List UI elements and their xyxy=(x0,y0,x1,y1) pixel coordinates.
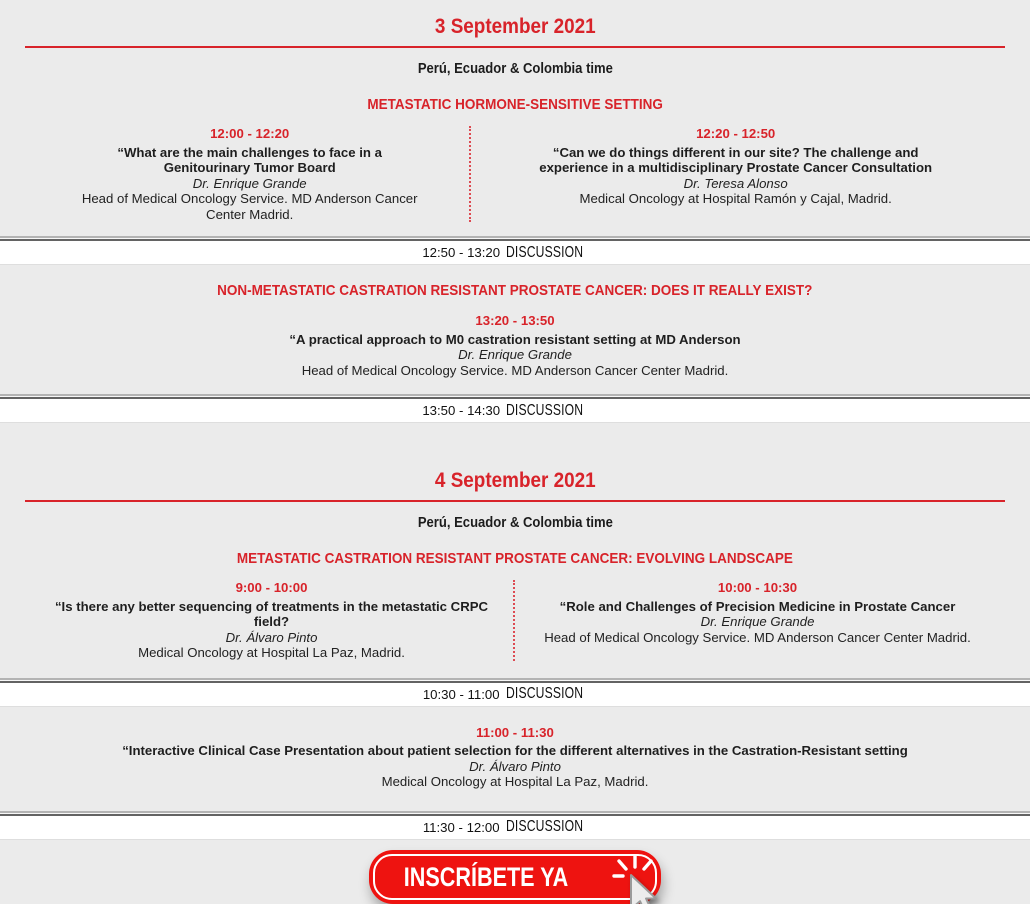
talk xyxy=(515,580,1000,661)
discussion-label: DISCUSSION xyxy=(506,401,584,419)
talk-title: “Interactive Clinical Case Presentation about patient selection for the different alternatives in the Castration-Resistant setting xyxy=(122,743,908,758)
date-underline xyxy=(25,500,1005,502)
talk-time: 9:00 - 10:00 xyxy=(235,580,308,595)
inscribete-button[interactable] xyxy=(369,850,661,904)
discussion-time: 10:30 - 11:00 xyxy=(422,686,500,702)
talk-time: 12:20 - 12:50 xyxy=(696,126,776,141)
discussion-label: DISCUSSION xyxy=(505,685,583,702)
talk-speaker: Dr. Álvaro Pinto xyxy=(225,629,318,645)
talk-affiliation: Medical Oncology at Hospital La Paz, Madrid. xyxy=(381,774,649,789)
timezone-note: Perú, Ecuador & Colombia time xyxy=(417,515,613,531)
talks-row xyxy=(0,126,1030,222)
day-1-panel xyxy=(0,15,1030,423)
discussion-text xyxy=(0,241,1030,265)
talk-speaker: Dr. Enrique Grande xyxy=(458,347,572,362)
talk-time: 12:00 - 12:20 xyxy=(210,126,290,141)
day-gap xyxy=(0,423,1030,469)
talk-time: 10:00 - 10:30 xyxy=(717,580,798,595)
discussion-time: 12:50 - 13:20 xyxy=(422,245,501,260)
day-2-date-text: 4 September 2021 xyxy=(434,469,596,492)
talk xyxy=(30,126,471,222)
click-cursor-icon xyxy=(605,853,677,904)
section-heading: METASTATIC CASTRATION RESISTANT PROSTATE CANCER: EVOLVING LANDSCAPE xyxy=(236,550,794,567)
talk-affiliation: Medical Oncology at Hospital La Paz, Madrid. xyxy=(138,645,405,660)
talk-affiliation: Head of Medical Oncology Service. MD Anderson Cancer Center Madrid. xyxy=(301,362,729,378)
talk-speaker: Dr. Enrique Grande xyxy=(192,175,307,191)
discussion-bar xyxy=(0,811,1030,840)
discussion-bar xyxy=(0,236,1030,265)
section-heading: NON-METASTATIC CASTRATION RESISTANT PROSTATE CANCER: DOES IT REALLY EXIST? xyxy=(217,282,813,299)
talk xyxy=(471,126,1000,222)
discussion-text xyxy=(0,399,1030,423)
discussion-bar xyxy=(0,394,1030,423)
talk-title: “A practical approach to M0 castration resistant setting at MD Anderson xyxy=(289,331,741,347)
discussion-time: 11:30 - 12:00 xyxy=(422,819,500,835)
day-2-panel xyxy=(0,469,1030,840)
talk-speaker: Dr. Enrique Grande xyxy=(700,614,815,629)
inscribete-button-label: INSCRÍBETE YA xyxy=(403,861,569,892)
day-1-date xyxy=(0,15,1030,39)
cta-row xyxy=(0,850,1030,904)
discussion-text xyxy=(0,816,1030,840)
talk xyxy=(0,313,1030,378)
talk-speaker: Dr. Teresa Alonso xyxy=(683,175,788,191)
talk-time: 11:00 - 11:30 xyxy=(476,724,554,740)
talk xyxy=(0,725,1030,790)
talk-title: “Can we do things different in our site? The challenge and experience in a multidisciplinary Prostate Cancer Consultation xyxy=(539,144,933,175)
talk xyxy=(30,580,515,661)
talk-affiliation: Head of Medical Oncology Service. MD Anderson Cancer Center Madrid. xyxy=(544,629,971,645)
timezone-note: Perú, Ecuador & Colombia time xyxy=(417,61,613,77)
cursor-arrow xyxy=(631,875,656,904)
talk-speaker: Dr. Álvaro Pinto xyxy=(469,758,561,774)
discussion-label: DISCUSSION xyxy=(506,243,584,261)
talk-affiliation: Medical Oncology at Hospital Ramón y Cajal, Madrid. xyxy=(579,191,892,206)
day-2-date xyxy=(0,469,1030,493)
talks-row xyxy=(0,580,1030,661)
talk-title: “What are the main challenges to face in a Genitourinary Tumor Board xyxy=(117,144,382,175)
talk-affiliation: Head of Medical Oncology Service. MD Anderson Cancer Center Madrid. xyxy=(81,191,418,222)
talk-title: “Is there any better sequencing of treatments in the metastatic CRPC field? xyxy=(54,598,489,629)
discussion-bar xyxy=(0,678,1030,707)
section-heading: METASTATIC HORMONE-SENSITIVE SETTING xyxy=(367,96,663,113)
discussion-label: DISCUSSION xyxy=(505,818,583,835)
talk-title: “Role and Challenges of Precision Medicine in Prostate Cancer xyxy=(559,598,956,614)
discussion-text xyxy=(0,683,1030,707)
click-spark-icon xyxy=(614,856,651,876)
date-underline xyxy=(25,46,1005,48)
discussion-time: 13:50 - 14:30 xyxy=(422,403,501,418)
talk-time: 13:20 - 13:50 xyxy=(475,313,555,328)
day-1-date-text: 3 September 2021 xyxy=(434,15,596,38)
